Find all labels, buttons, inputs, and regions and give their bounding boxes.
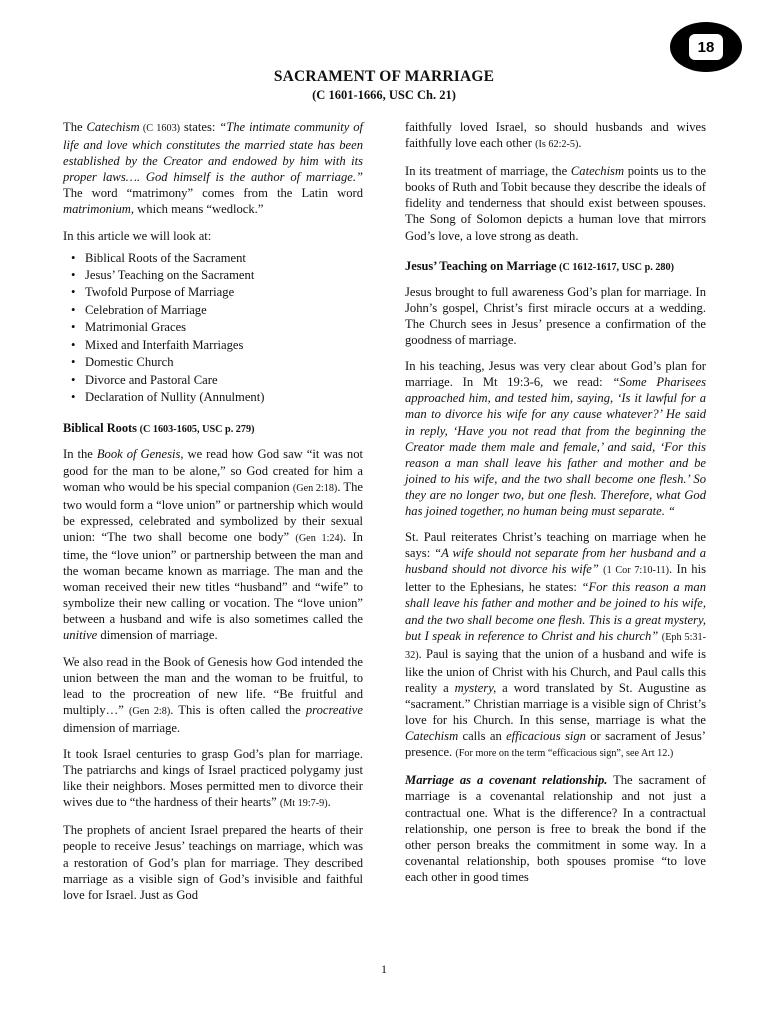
text: a word translated by St. Augustine as “sacrament.” Christian marriage is a visible sign of Christ’s love for his Church. In this sense, marriage is what the	[405, 680, 706, 728]
emphasis: procreative	[305, 702, 363, 717]
list-item: • Biblical Roots of the Sacrament	[85, 250, 363, 267]
list-item: • Twofold Purpose of Marriage	[85, 284, 363, 301]
text: It took Israel centuries to grasp God’s plan for marriage. The patriarchs and kings of Israel practiced polygamy just like their neighbors. Moses permitted men to divorce their wives due to “the hardness of their hearts”	[63, 747, 363, 810]
text: .	[578, 136, 582, 151]
emphasis: Catechism	[570, 164, 625, 179]
quote: “Some Pharisees approached him, and tested him, saying, ‘Is it lawful for a man to divorce his wife for any cause whatever?’ He said in reply, ‘Have you not read that from the beginning the Creator made them male and female,’ and said, ‘For this reason a man shall leave his father and mother and be joined to his wife, and the two shall become one flesh.’ So they are no longer two, but one flesh. Therefore, what God has joined together, no human being must separate. “	[405, 375, 707, 518]
quote: “For this reason a man shall leave his father and mother and be joined to his wife, and the two shall become one flesh. This is a great mystery, but I speak in reference to Christ and his church”	[405, 580, 706, 643]
text: In his teaching, Jesus was very clear about God’s plan for marriage. In Mt 19:3-6, we read:	[405, 359, 706, 390]
text: faithfully loved Israel, so should husbands and wives faithfully love each other	[405, 120, 706, 151]
text: calls an	[458, 729, 507, 744]
citation: (C 1603)	[139, 123, 181, 134]
list-intro: In this article we will look at:	[63, 228, 212, 243]
text: We also read in the Book of Genesis how God intended the union between the man and the woman to be fruitful, to lead to the procreation of new life. “Be fruitful and multiply…”	[63, 654, 363, 717]
citation: (Gen 2:8)	[128, 705, 171, 717]
list-item: • Divorce and Pastoral Care	[85, 372, 363, 389]
heading-text: Jesus’ Teaching on Marriage	[405, 258, 557, 273]
text: points us to the books of Ruth and Tobit because they describe the ideals of fidelity and tenderness that should exist between spouses. The Song of Solomon depicts a human love that mirrors God’s love, a love strong as death.	[405, 164, 707, 243]
citation: (Eph 5:31-32)	[405, 631, 707, 661]
text: The word “matrimony” comes from the Latin word	[63, 186, 363, 201]
text: . In time, the “love union” or partnership between the man and the woman became known as marriage. The man and the woman received their new titles “husband” and “wife” to symbolize their new calling or vocation. The “love union” between a husband and wife is also sometimes called the	[63, 529, 363, 627]
text: we read how God saw “it was not good for the man to be alone,” so God created for him a woman who would be his special companion	[63, 447, 363, 494]
text: states:	[180, 120, 220, 134]
quote: “A wife should not separate from her husband and a husband should not divorce his wife”	[405, 546, 706, 577]
page-number-badge	[670, 22, 742, 72]
text: or sacrament of Jesus’ presence.	[405, 729, 707, 760]
section-heading-biblical-roots	[63, 420, 363, 438]
list-item: • Jesus’ Teaching on the Sacrament	[85, 267, 363, 284]
text: which means “wedlock.”	[134, 202, 264, 217]
text: dimension of marriage.	[63, 720, 181, 735]
emphasis: Catechism	[86, 120, 140, 134]
paragraph	[63, 446, 363, 643]
citation: (Gen 2:18)	[292, 482, 338, 494]
intro-paragraph	[63, 119, 363, 218]
emphasis: Book of Genesis,	[96, 447, 184, 462]
emphasis: Catechism	[405, 729, 459, 744]
emphasis: unitive	[63, 628, 98, 643]
heading-citation: (C 1612-1617, USC p. 280)	[556, 261, 675, 273]
heading-text: Biblical Roots	[63, 421, 138, 436]
text: The	[63, 120, 87, 134]
heading-citation: (C 1603-1605, USC p. 279)	[137, 424, 255, 436]
list-item: • Domestic Church	[85, 354, 363, 371]
paragraph	[405, 529, 706, 762]
emphasis: matrimonium,	[63, 202, 135, 217]
right-column	[405, 119, 706, 885]
run-in-heading: Marriage as a covenant relationship.	[405, 773, 608, 788]
emphasis: efficacious sign	[506, 729, 586, 744]
quote: “The intimate community of life and love which constitutes the married state has been established by the Creator and endowed by him with its proper laws…. God himself is the author of marriage.”	[63, 120, 363, 185]
citation: (Mt 19:7-9)	[279, 798, 328, 810]
paragraph: The prophets of ancient Israel prepared the hearts of their people to receive Jesus’ teachings on marriage, which was a restoration of God’s plan for marriage. They described marriage as a visible sign of God’s invisible and faithful love for Israel. Just as God	[63, 823, 363, 902]
text: . This is often called the	[170, 702, 306, 717]
citation: (Is 62:2-5)	[535, 139, 579, 151]
text: . The two would form a “love union” or partnership which would be expressed, celebrated and symbolized by their sexual union: “The two shall become one body”	[63, 479, 363, 544]
list-item: • Mixed and Interfaith Marriages	[85, 337, 363, 354]
page-number-badge-label: 18	[689, 34, 723, 60]
citation: (For more on the term “efficacious sign”, see Art 12.)	[455, 748, 674, 760]
page-subtitle: (C 1601-1666, USC Ch. 21)	[312, 88, 456, 102]
emphasis: mystery,	[454, 680, 497, 695]
section-heading-jesus-teaching	[405, 258, 706, 276]
paragraph	[405, 163, 706, 243]
list-item: • Declaration of Nullity (Annulment)	[85, 389, 363, 406]
page-number: 1	[381, 962, 387, 976]
page-title: SACRAMENT OF MARRIAGE	[273, 68, 495, 85]
text: .	[327, 795, 331, 810]
list-item: • Celebration of Marriage	[85, 302, 363, 319]
text: In the	[63, 447, 97, 462]
citation: (Gen 1:24)	[295, 532, 344, 544]
left-column	[63, 119, 363, 903]
text: St. Paul reiterates Christ’s teaching on marriage when he says:	[405, 530, 706, 561]
paragraph	[405, 119, 706, 153]
text: . Paul is saying that the union of a husband and wife is like the union of Christ with his Church, and Paul calls this reality a	[405, 646, 706, 695]
text: The sacrament of marriage is a covenantal relationship and not just a contractual one. What is the difference? In a contractual relationship, one person is free to break the bond if the other person breaks the commitment in some way. In a covenantal relationship, both spouses promise “to love each other in good times	[405, 773, 706, 884]
text: dimension of marriage.	[97, 628, 218, 643]
text: . In his letter to the Ephesians, he states:	[405, 562, 706, 595]
paragraph	[63, 746, 363, 812]
text: In its treatment of marriage, the	[405, 164, 571, 179]
topics-list	[63, 250, 363, 407]
paragraph: Jesus brought to full awareness God’s plan for marriage. In John’s gospel, Christ’s first miracle occurs at a wedding. The Church sees in Jesus’ presence a confirmation of the goodness of marriage.	[405, 284, 706, 348]
paragraph	[63, 654, 363, 736]
paragraph	[405, 772, 706, 885]
paragraph	[405, 358, 706, 519]
citation: (1 Cor 7:10-11)	[603, 565, 670, 577]
list-item: • Matrimonial Graces	[85, 319, 363, 336]
